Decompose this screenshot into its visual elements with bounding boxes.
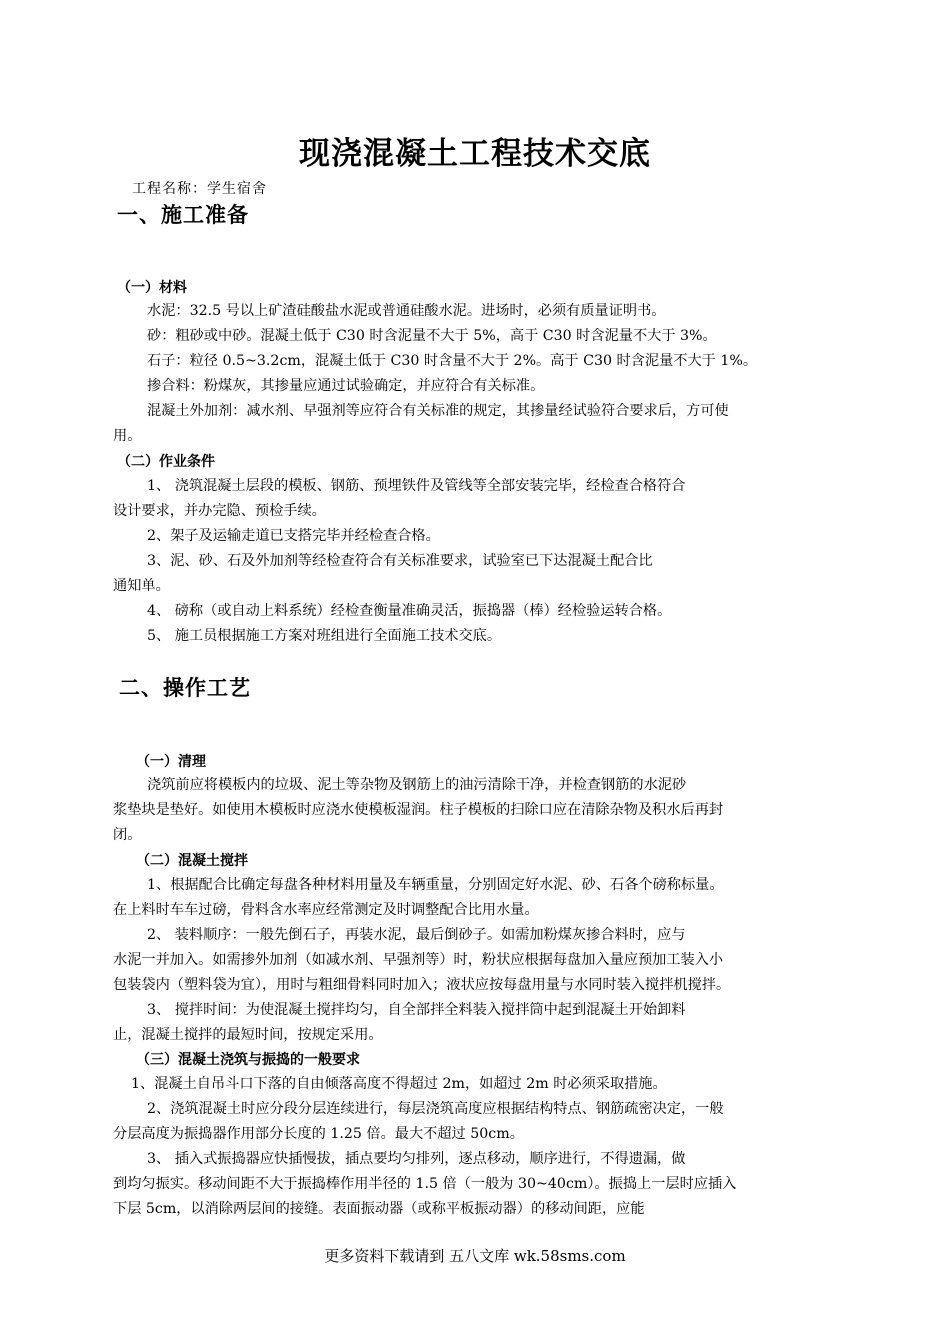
paragraph-line: 3、 插入式振捣器应快插慢拔，插点要均匀排列，逐点移动，顺序进行，不得遗漏，做: [147, 1151, 686, 1167]
paragraph-line: 通知单。: [113, 578, 170, 594]
paragraph-line: 2、架子及运输走道已支搭完毕并经检查合格。: [147, 528, 440, 544]
paragraph-line: 5、 施工员根据施工方案对班组进行全面施工技术交底。: [147, 628, 502, 644]
paragraph-line: 砂：粗砂或中砂。混凝土低于 C30 时含泥量不大于 5%，高于 C30 时含泥量不大于 3%。: [147, 328, 717, 344]
paragraph-line: 到均匀振实。移动间距不大于振捣棒作用半径的 1.5 倍（一般为 30~40cm）。振捣上一层时应插入: [113, 1176, 737, 1192]
paragraph-line: 分层高度为振捣器作用部分长度的 1.25 倍。最大不超过 50cm。: [113, 1126, 524, 1142]
paragraph-line: 3、泥、砂、石及外加剂等经检查符合有关标准要求，试验室已下达混凝土配合比: [147, 553, 653, 569]
paragraph-line: 止，混凝土搅拌的最短时间，按规定采用。: [113, 1027, 383, 1043]
paragraph-line: 水泥：32.5 号以上矿渣硅酸盐水泥或普通硅酸水泥。进场时，必须有质量证明书。: [147, 303, 666, 319]
section1-heading: 一、施工准备: [117, 203, 249, 227]
paragraph-line: 1、根据配合比确定每盘各种材料用量及车辆重量，分别固定好水泥、砂、石各个磅称标量。: [147, 877, 724, 893]
paragraph-line: 4、 磅称（或自动上料系统）经检查衡量准确灵活，振捣器（棒）经检验运转合格。: [147, 603, 672, 619]
paragraph-line: 浆垫块是垫好。如使用木模板时应浇水使模板湿润。柱子模板的扫除口应在清除杂物及积水后再封: [113, 802, 724, 818]
materials-heading: （一）材料: [117, 280, 187, 296]
paragraph-line: 1、混凝土自吊斗口下落的自由倾落高度不得超过 2m，如超过 2m 时必须采取措施。: [131, 1076, 667, 1092]
paragraph-line: 掺合料：粉煤灰，其掺量应通过试验确定，并应符合有关标准。: [147, 378, 545, 394]
paragraph-line: 闭。: [113, 827, 142, 843]
paragraph-line: 1、 浇筑混凝土层段的模板、钢筋、预埋铁件及管线等全部安装完毕，经检查合格符合: [147, 478, 686, 494]
paragraph-line: 用。: [113, 428, 142, 444]
document-title: 现浇混凝土工程技术交底: [299, 136, 651, 172]
section2-heading: 二、操作工艺: [119, 676, 251, 700]
paragraph-line: 2、浇筑混凝土时应分段分层连续进行，每层浇筑高度应根据结构特点、钢筋疏密决定，一般: [147, 1101, 724, 1117]
paragraph-line: 设计要求，并办完隐、预检手续。: [113, 503, 326, 519]
paragraph-line: 水泥一并加入。如需掺外加剂（如减水剂、早强剂等）时，粉状应根据每盘加入量应预加工装入小: [113, 952, 724, 968]
mixing-heading: （二）混凝土搅拌: [136, 853, 248, 869]
paragraph-line: 3、 搅拌时间：为使混凝土搅拌均匀，自全部拌全料装入搅拌筒中起到混凝土开始卸料: [147, 1002, 686, 1018]
paragraph-line: 石子：粒径 0.5~3.2cm，混凝土低于 C30 时含量不大于 2%。高于 C30 时含泥量不大于 1%。: [147, 353, 758, 369]
paragraph-line: 在上料时车车过磅，骨料含水率应经常测定及时调整配合比用水量。: [113, 902, 539, 918]
pouring-heading: （三）混凝土浇筑与振捣的一般要求: [136, 1052, 360, 1068]
paragraph-line: 2、 装料顺序：一般先倒石子，再装水泥，最后倒砂子。如需加粉煤灰掺合料时，应与: [147, 927, 686, 943]
cleaning-heading: （一）清理: [136, 754, 206, 770]
paragraph-line: 下层 5cm，以消除两层间的接缝。表面振动器（或称平板振动器）的移动间距，应能: [113, 1201, 645, 1217]
paragraph-line: 包装袋内（塑料袋为宜），用时与粗细骨料同时加入；液状应按每盘用量与水同时装入搅拌机搅拌。: [113, 977, 731, 993]
work-conditions-heading: （二）作业条件: [117, 454, 215, 470]
project-name: 工程名称：学生宿舍: [132, 181, 267, 197]
paragraph-line: 浇筑前应将模板内的垃圾、泥土等杂物及钢筋上的油污清除干净，并检查钢筋的水泥砂: [147, 777, 687, 793]
paragraph-line: 混凝土外加剂：减水剂、早强剂等应符合有关标准的规定，其掺量经试验符合要求后，方可使: [147, 403, 729, 419]
page-footer: 更多资料下载请到 五八文库 wk.58sms.com: [324, 1247, 626, 1265]
